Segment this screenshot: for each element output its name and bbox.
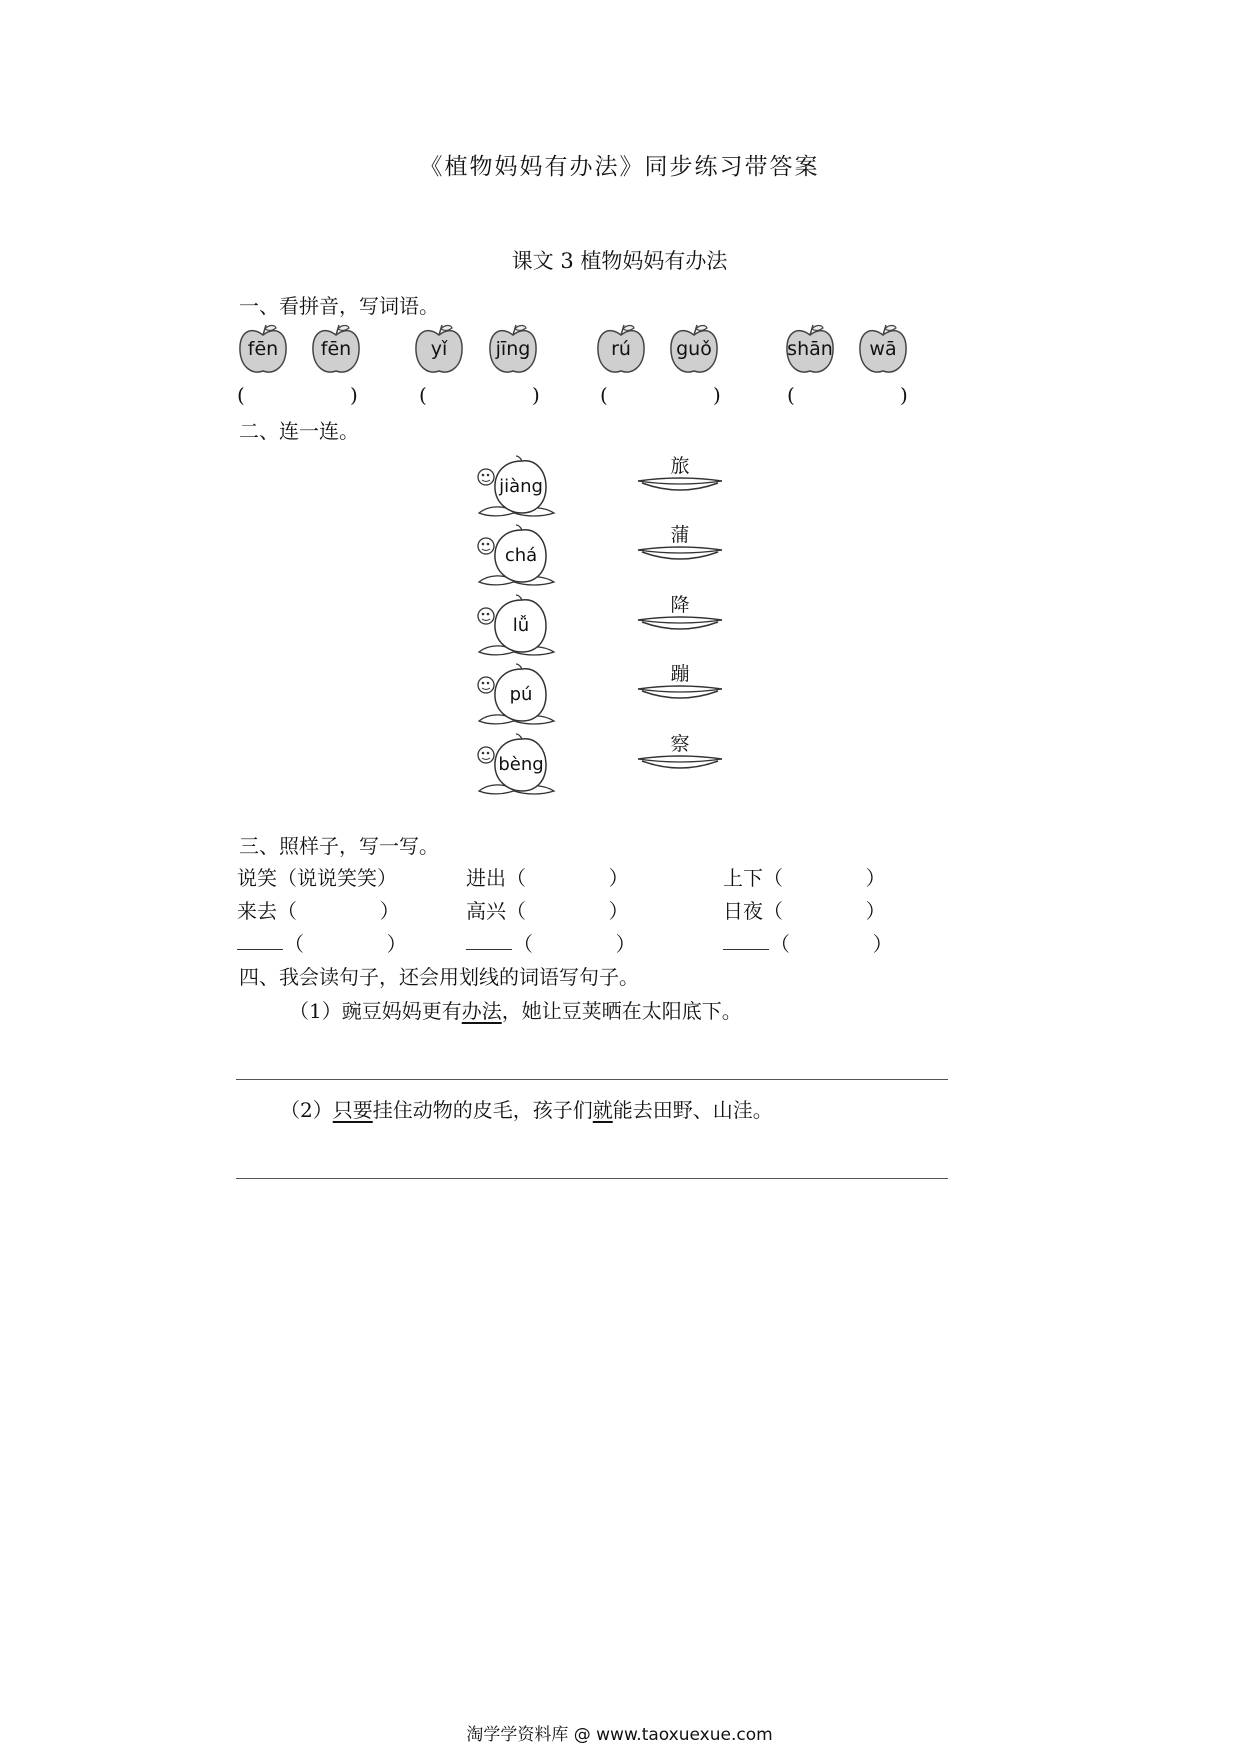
plate-character: 蹦 xyxy=(670,663,690,685)
footer-watermark: 淘学学资料库 @ www.taoxuexue.com xyxy=(466,1725,773,1745)
apple-icon xyxy=(596,323,646,377)
sentence-2-suffix: 能去田野、山洼。 xyxy=(612,1098,773,1122)
underlined-word: 就 xyxy=(592,1098,613,1122)
apple-pinyin: wā xyxy=(869,338,897,360)
sentence-2-middle: 挂住动物的皮毛，孩子们 xyxy=(372,1098,593,1122)
section2-heading: 二、连一连。 xyxy=(239,419,359,443)
apple-pinyin: shān xyxy=(787,338,833,360)
paren-close: ) xyxy=(713,383,721,407)
plate-character: 蒲 xyxy=(670,524,690,546)
peach-pinyin: bèng xyxy=(498,754,544,775)
word-item: 进出（ ） xyxy=(466,866,629,890)
apple-pinyin: rú xyxy=(611,338,631,360)
blank-line xyxy=(466,949,512,950)
blank-line xyxy=(237,949,283,950)
sentence-2-prefix: （2） xyxy=(280,1098,333,1122)
sentence-1 xyxy=(289,995,742,1024)
word-item: （ ） xyxy=(284,932,407,956)
word-item: 高兴（ ） xyxy=(466,899,629,923)
apple-icon xyxy=(488,323,538,377)
plate-icon xyxy=(632,729,728,779)
blank-line xyxy=(723,949,769,950)
plate-character: 察 xyxy=(670,733,690,755)
peach-monkey-icon xyxy=(474,455,560,523)
word-item: 日夜（ ） xyxy=(723,899,886,923)
answer-line-2 xyxy=(236,1178,948,1179)
apple-icon xyxy=(785,323,835,377)
apple-icon xyxy=(414,323,464,377)
word-item: 上下（ ） xyxy=(723,866,886,890)
sentence-1-suffix: ，她让豆荚晒在太阳底下。 xyxy=(501,999,742,1023)
peach-monkey-icon xyxy=(474,524,560,592)
apple-pinyin: jīng xyxy=(495,338,531,360)
peach-monkey-icon xyxy=(474,663,560,731)
apple-pinyin: fēn xyxy=(320,338,352,360)
paren-open: ( xyxy=(237,383,245,407)
apple-icon xyxy=(311,323,361,377)
section3-heading: 三、照样子，写一写。 xyxy=(239,834,439,858)
plate-icon xyxy=(632,659,728,709)
word-item: （ ） xyxy=(770,932,893,956)
paren-open: ( xyxy=(600,383,608,407)
peach-monkey-icon xyxy=(474,594,560,662)
document-title: 《植物妈妈有办法》同步练习带答案 xyxy=(419,154,820,180)
section4-heading: 四、我会读句子，还会用划线的词语写句子。 xyxy=(239,965,639,989)
peach-monkey-icon xyxy=(474,733,560,801)
apple-icon xyxy=(858,323,908,377)
apple-icon xyxy=(238,323,288,377)
peach-pinyin: jiàng xyxy=(499,476,543,497)
paren-open: ( xyxy=(419,383,427,407)
word-item: 来去（ ） xyxy=(237,899,400,923)
peach-pinyin: lǚ xyxy=(512,615,530,636)
paren-close: ) xyxy=(900,383,908,407)
apple-icon xyxy=(669,323,719,377)
underlined-word: 办法 xyxy=(461,999,502,1023)
section1-heading: 一、看拼音，写词语。 xyxy=(239,294,439,318)
word-item: （ ） xyxy=(513,932,636,956)
paren-close: ) xyxy=(532,383,540,407)
sentence-1-prefix: （1）豌豆妈妈更有 xyxy=(289,999,462,1023)
underlined-word: 只要 xyxy=(332,1098,373,1122)
plate-character: 旅 xyxy=(670,455,690,477)
sentence-2 xyxy=(280,1094,773,1123)
answer-line-1 xyxy=(236,1079,948,1080)
plate-icon xyxy=(632,451,728,501)
apple-pinyin: yǐ xyxy=(430,338,448,360)
plate-icon xyxy=(632,590,728,640)
apple-pinyin: guǒ xyxy=(676,338,712,360)
plate-character: 降 xyxy=(670,594,690,616)
plate-icon xyxy=(632,520,728,570)
apple-pinyin: fēn xyxy=(247,338,279,360)
example-word: 说笑（说说笑笑） xyxy=(237,866,397,890)
paren-close: ) xyxy=(350,383,358,407)
peach-pinyin: pú xyxy=(509,684,533,705)
peach-pinyin: chá xyxy=(504,545,538,566)
paren-open: ( xyxy=(787,383,795,407)
lesson-title: 课文 3 植物妈妈有办法 xyxy=(511,249,728,273)
